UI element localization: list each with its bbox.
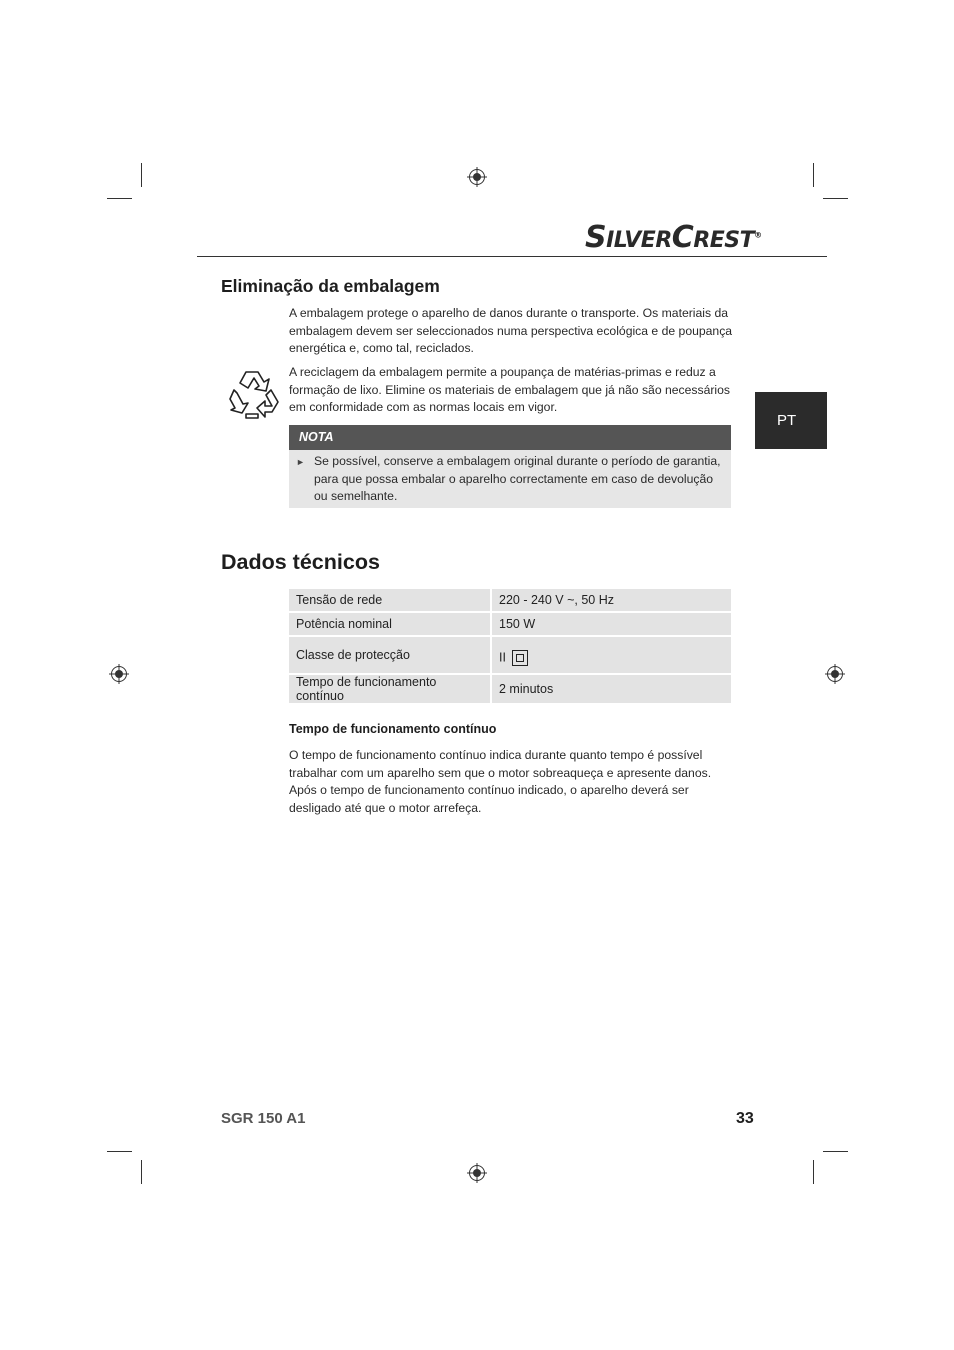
crop-mark — [813, 1160, 814, 1184]
crop-mark — [823, 1151, 848, 1152]
spec-value: 220 - 240 V ~, 50 Hz — [492, 589, 731, 613]
spec-value-cell — [492, 637, 731, 675]
language-tab: PT — [755, 392, 827, 449]
note-heading: NOTA — [289, 425, 731, 450]
spec-value: 2 minutos — [492, 675, 731, 705]
protection-class-ii-icon — [512, 650, 528, 666]
packaging-paragraph-2: A reciclagem da embalagem permite a poupança de matérias-primas e reduz a formação de lixo. Elimine os materiais de embalagem que já não são necessários em conformidade com as normas locais em vigor. — [289, 365, 731, 414]
section-title-packaging: Eliminação da embalagem — [221, 276, 440, 296]
registration-mark-icon — [109, 664, 129, 684]
page-number: 33 — [736, 1110, 754, 1127]
spec-label: Tempo de funcionamento contínuo — [289, 675, 492, 705]
bullet-arrow-icon: ► — [296, 457, 305, 467]
recycle-icon — [226, 366, 284, 422]
table-row — [289, 675, 731, 705]
crop-mark — [141, 163, 142, 187]
table-row — [289, 613, 731, 637]
note-text: Se possível, conserve a embalagem original durante o período de garantia, para que possa embalar o aparelho correctamente em caso de devolução ou semelhante. — [314, 454, 721, 503]
spec-table — [289, 589, 731, 705]
section-title-technical: Dados técnicos — [221, 550, 380, 574]
crop-mark — [107, 198, 132, 199]
spec-label: Tensão de rede — [289, 589, 492, 613]
crop-mark — [823, 198, 848, 199]
spec-value: II — [499, 650, 506, 665]
continuous-operation-paragraph: O tempo de funcionamento contínuo indica durante quanto tempo é possível trabalhar com um aparelho sem que o motor sobreaqueça e apresente danos. Após o tempo de funcionamento contínuo indicado, o aparelho deverá ser desligado até que o motor arrefeça. — [289, 748, 712, 815]
packaging-paragraph-1: A embalagem protege o aparelho de danos durante o transporte. Os materiais da embalagem devem ser seleccionados numa perspectiva ecológica e de poupança energética e, como tal, reciclados. — [289, 306, 733, 355]
spec-label: Classe de protecção — [289, 637, 492, 675]
spec-value: 150 W — [492, 613, 731, 637]
model-number: SGR 150 A1 — [221, 1110, 306, 1127]
table-row — [289, 637, 731, 675]
subheading-continuous-operation: Tempo de funcionamento contínuo — [289, 722, 497, 736]
crop-mark — [141, 1160, 142, 1184]
registration-mark-icon — [825, 664, 845, 684]
spec-label: Potência nominal — [289, 613, 492, 637]
registration-mark-icon — [467, 167, 487, 187]
header-rule — [197, 256, 827, 257]
crop-mark — [107, 1151, 132, 1152]
brand-logo: SILVERCREST® — [585, 220, 762, 255]
crop-mark — [813, 163, 814, 187]
registration-mark-icon — [467, 1163, 487, 1183]
table-row — [289, 589, 731, 613]
